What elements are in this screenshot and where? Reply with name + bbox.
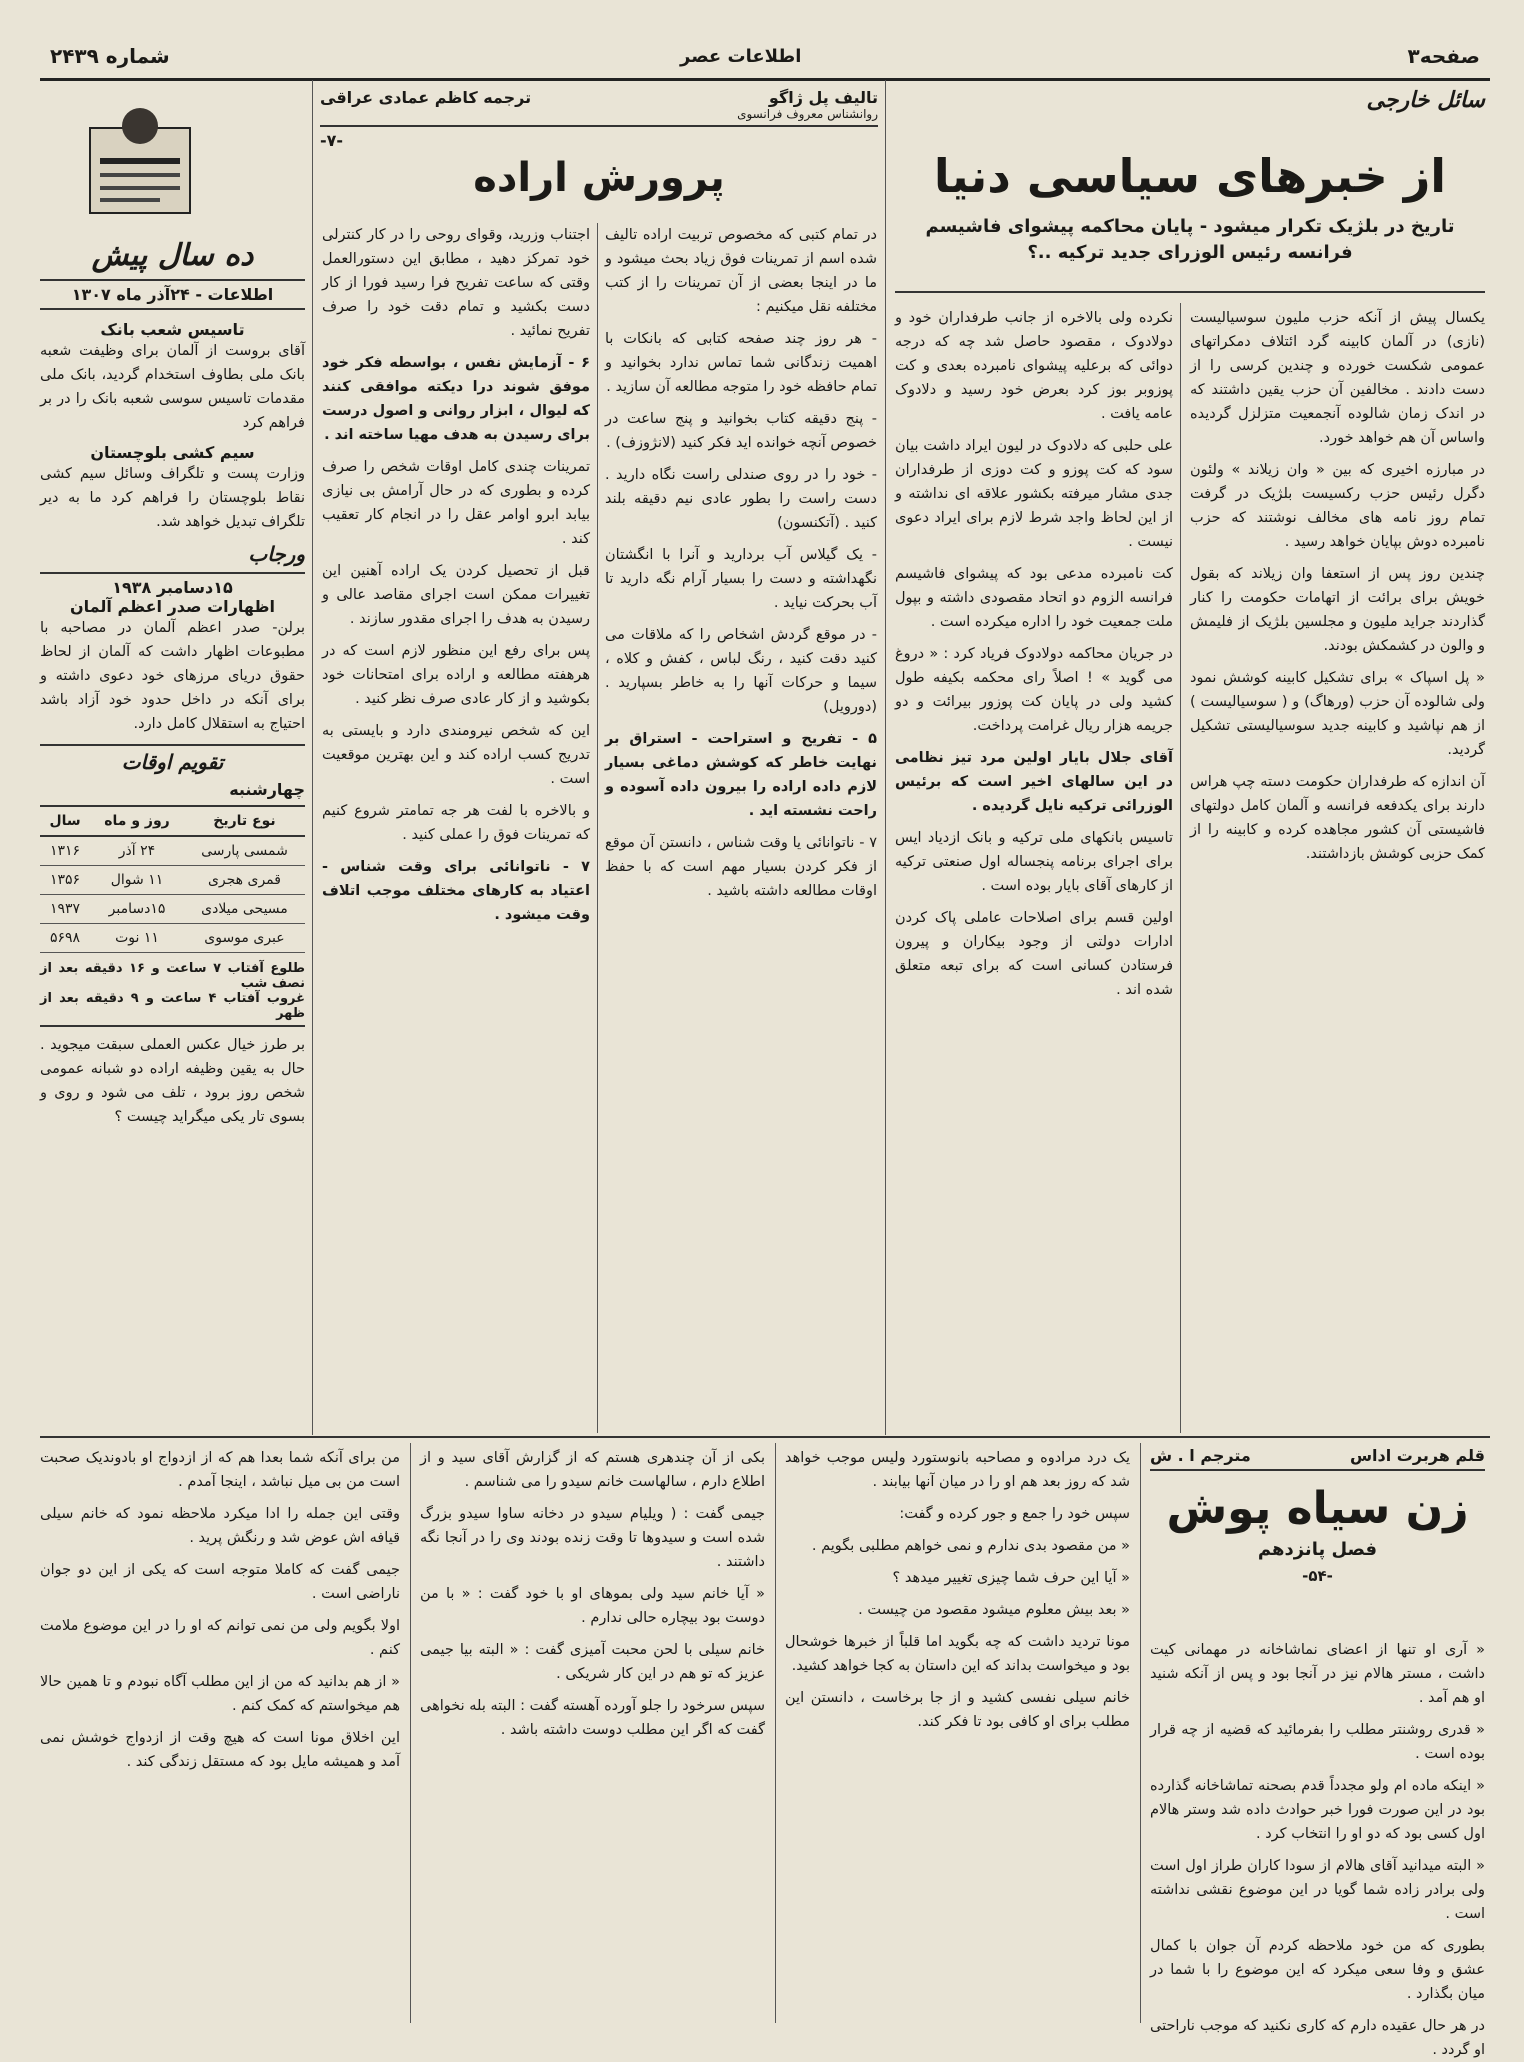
paragraph: برلن- صدر اعظم آلمان در مصاحبه با مطبوعات اظهار داشت که آلمان از لحاظ حقوق دریای مرزهای خود دعوی داشته و برای آنکه در داخل حدود خود آزاد باشد احتیاج به استقلال کامل دارد. bbox=[40, 620, 305, 732]
will-byline bbox=[320, 88, 878, 206]
paragraph: این که شخص نیرومندی دارد و بایستی به تدریج کسب اراده کند و این بهترین موقعیت است . bbox=[322, 723, 590, 787]
table-row bbox=[40, 866, 305, 895]
column-rule bbox=[1180, 303, 1181, 1433]
paragraph: یکسال پیش از آنکه حزب ملیون سوسیالیست (نازی) در آلمان کابینه گرد ائتلاف دمکراتهای عمومی شکست خورده و چندین کرسی را از دست دادند . مخالفین آن حزب یقین داشتند که در اندک زمان شالوده آنجمعیت متزلزل گردیده واساس آن هم خواهد خورد. bbox=[1190, 310, 1485, 446]
section-label: سائل خارجی bbox=[1366, 88, 1485, 113]
foreign-section-label-wrap bbox=[1170, 88, 1485, 113]
page-header bbox=[40, 38, 1490, 81]
newspaper-reader-illustration bbox=[80, 98, 200, 228]
issue-number: شماره ۲۴۳۹ bbox=[50, 44, 170, 68]
paragraph: « آیا خانم سید ولی بموهای او با خود گفت : « با من دوست بود بیچاره حالی ندارم . bbox=[420, 1586, 765, 1626]
table-cell: ۱۵دسامبر bbox=[90, 895, 184, 924]
paragraph: یک درد مرادوه و مصاحبه بانوستورد ولیس موجب خواهد شد که روز بعد هم او را در میان آنها بیابند . bbox=[785, 1450, 1130, 1490]
will-translator: ترجمه کاظم عمادی عراقی bbox=[320, 88, 532, 107]
column-rule bbox=[312, 80, 313, 1435]
paragraph: - خود را در روی صندلی راست نگاه دارید . دست راست را بطور عادی نیم دقیقه بلند کنید . (آتکنسون) bbox=[605, 467, 877, 531]
paragraph: چندین روز پس از استعفا وان زیلاند که بقول خویش برای برائت از اتهامات حکومت را کنار گذاردند جراید ملیون و مجلسین بلژیک از فلیمش و والون در کشمکش بودند. bbox=[1190, 566, 1485, 654]
serial-column-1 bbox=[1150, 1638, 1485, 2058]
paragraph: بر طرز خیال عکس العملی سبقت میجوید . حال به یقین وظیفه اراده دو شبانه عمومی شخص روز برود ، تلف می شود و روی و بسوی تار یکی میگراید چیست ؟ bbox=[40, 1037, 305, 1125]
paragraph: قبل از تحصیل کردن یک اراده آهنین این تغییرات ممکن است اجرای مقاصد عالی و رسیدن به هدف را اجرای مقدور سازند . bbox=[322, 563, 590, 627]
paragraph: خانم سیلی نفسی کشید و از جا برخاست ، دانستن این مطلب برای او کافی بود تا فکر کند. bbox=[785, 1690, 1130, 1730]
table-row bbox=[40, 836, 305, 866]
serial-author: قلم هربرت اداس bbox=[1349, 1446, 1485, 1465]
weekday: چهارشنبه bbox=[229, 780, 305, 799]
paragraph: آقای بروست از آلمان برای وظیفت شعبه بانک ملی بطاوف استخدام گردید، بانک ملی مقدمات تاسیس سوسی شعبه بانک را در بر فراهم کرد bbox=[40, 343, 305, 431]
foreign-headline: از خبرهای سیاسی دنیا bbox=[933, 149, 1447, 203]
calendar-col-header: نوع تاریخ bbox=[184, 806, 305, 836]
paragraph: آن اندازه که طرفداران حکومت دسته چپ هراس دارند برای یکدفعه فرانسه و آلمان کامل دولتهای فاشیستی آن کشور مجاهده کرده و کابینه را از کمک حزبی کوشش بازداشتند. bbox=[1190, 774, 1485, 862]
paragraph: تاسیس بانکهای ملی ترکیه و بانک ازدیاد ایس برای اجرای برنامه پنجساله اول صنعتی ترکیه از کارهای آقای بایار بوده است . bbox=[895, 830, 1173, 894]
paragraph: تمرینات چندی کامل اوقات شخص را صرف کرده و بطوری که در حال آرامش بی نیازی بیابد ابرو اوامر عقل را در انجام کار تعقیب کند . bbox=[322, 459, 590, 547]
paragraph: اجتناب وزرید، وقوای روحی را در کار کنترلی خود تمرکز دهید ، مطابق این دستورالعمل وقتی که ساعت تفریح فرا رسید فورا از کار دست بکشید و تمام دقت خود را صرف تفریح نمائید . bbox=[322, 227, 590, 339]
table-cell: قمری هجری bbox=[184, 866, 305, 895]
calendar-title: تقویم اوقات bbox=[40, 744, 305, 774]
paragraph: ۷ - ناتوانائی یا وقت شناس ، دانستن آن موقع از فکر کردن بسیار مهم است که با حفظ اوقات مطالعه داشته باشید . bbox=[605, 835, 877, 899]
paragraph: در جریان محاکمه دولادوک فریاد کرد : « دروغ می گوید » ! اصلاً رای محکمه بکیفه طول کشید ولی در پایان کت پوزور بیرائت و دو جریمه هزار ریال غرامت پرداخت. bbox=[895, 646, 1173, 734]
paragraph: وقتی این جمله را ادا میکرد ملاحظه نمود که خانم سیلی قیافه اش عوض شد و رنگش پرید . bbox=[40, 1506, 400, 1546]
dateline: ۱۵دسامبر ۱۹۳۸ bbox=[40, 572, 305, 597]
column-rule bbox=[775, 1443, 776, 2023]
column-rule bbox=[885, 80, 886, 1435]
paragraph: و بالاخره با لفت هر جه تمامتر شروع کنیم که تمرینات فوق را عملی کنید . bbox=[322, 803, 590, 843]
paragraph: در هر حال عقیده دارم که کاری نکنید که موجب ناراحتی او گردد . bbox=[1150, 2018, 1485, 2058]
divider bbox=[895, 291, 1485, 293]
paragraph: « پل اسپاک » برای تشکیل کابینه کوشش نمود ولی شالوده آن حزب (ورهاگ) و ( سوسیالیست ) از هم نپاشید و کابینه جدید سوسیالیستی تشکیل گردید. bbox=[1190, 670, 1485, 758]
serial-chapter: فصل پانزدهم bbox=[1257, 1539, 1378, 1560]
serial-column-3 bbox=[420, 1446, 765, 2023]
paragraph: « از هم بدانید که من از این مطلب آگاه نبودم و تا همین حالا هم میخواستم که کمک کنم . bbox=[40, 1674, 400, 1714]
paragraph: « آیا این حرف شما چیزی تغییر میدهد ؟ bbox=[892, 1570, 1130, 1586]
paragraph: « من مقصود بدی ندارم و نمی خواهم مطلبی بگویم . bbox=[811, 1538, 1130, 1554]
paragraph: « آری او تنها از اعضای نماشاخانه در مهمانی کیت داشت ، مستر هالام نیز در آنجا بود و پس از آنکه شنید او هم آمد . bbox=[1150, 1642, 1485, 1706]
foreign-column-2 bbox=[895, 306, 1173, 1406]
serial-headline: زن سیاه پوش bbox=[1166, 1483, 1469, 1534]
paragraph: پس برای رفع این منظور لازم است که در هرهفته مطالعه و اراده برای امتحانات خود بکوشید و از کار عادی صرف نظر کنید . bbox=[322, 643, 590, 707]
paragraph: سپس خود را جمع و جور کرده و گفت: bbox=[899, 1506, 1130, 1522]
paragraph: وزارت پست و تلگراف وسائل سیم کشی نقاط بلوچستان را فراهم کرد ما به دیر تلگراف تبدیل خواهد شد. bbox=[40, 466, 305, 530]
paragraph: « قدری روشنتر مطلب را بفرمائید که قضیه از چه قرار بوده است . bbox=[1150, 1722, 1485, 1762]
table-cell: ۱۳۱۶ bbox=[40, 836, 90, 866]
chancellor-headline: اظهارات صدر اعظم آلمان bbox=[70, 597, 275, 616]
bank-headline: تاسیس شعب بانک bbox=[100, 320, 245, 339]
table-cell: شمسی پارسی bbox=[184, 836, 305, 866]
will-column-1 bbox=[605, 223, 877, 1413]
section-divider bbox=[40, 1436, 1490, 1438]
will-part: -۷- bbox=[320, 131, 344, 150]
will-author-note: روانشناس معروف فرانسوی bbox=[737, 107, 878, 121]
table-cell: ۱۳۵۶ bbox=[40, 866, 90, 895]
paragraph: - هر روز چند صفحه کتابی که بانکات با اهمیت زندگانی شما تماس ندارد بخوانید و تمام حافظه خود را متوجه مطالعه آن سازید . bbox=[605, 331, 877, 395]
calendar-col-header: روز و ماه bbox=[90, 806, 184, 836]
paragraph: علی حلبی که دلادوک در لیون ایراد داشت بیان سود که کت پوزو و کت دوزی از طرفداران جدی مشار میرفته بکشور علاقه ای نداشته و از این لحاظ واجد شرط لازم برای ایراد دعوی نیست . bbox=[895, 438, 1173, 550]
paragraph: جیمی گفت : ( ویلیام سیدو در دخانه ساوا سیدو بزرگ شده است و سیدوها تا وقت زنده بودند وی را در آنجا نگه داشتند . bbox=[420, 1506, 765, 1570]
table-cell: ۵۶۹۸ bbox=[40, 924, 90, 953]
table-cell: ۱۱ نوت bbox=[90, 924, 184, 953]
table-cell: ۱۱ شوال bbox=[90, 866, 184, 895]
paragraph: من برای آنکه شما بعدا هم که از ازدواج او بادوندیک صحبت است من بی میل نباشد ، اینجا آمدم . bbox=[40, 1450, 400, 1490]
paragraph: - پنج دقیقه کتاب بخوانید و پنج ساعت در خصوص آنچه خوانده اید فکر کنید (لانژوزف) . bbox=[605, 411, 877, 451]
paragraph: جیمی گفت که کاملا متوجه است که یکی از این دو جوان ناراضی است . bbox=[40, 1562, 400, 1602]
table-row bbox=[40, 895, 305, 924]
foreign-column-1 bbox=[1190, 306, 1485, 1406]
paragraph: کت نامبرده مدعی بود که پیشوای فاشیسم فرانسه الزوم دو اتحاد مقصودی داشته و بپول ملت جمعیت خود را اداره میکرده است . bbox=[895, 566, 1173, 630]
column-rule bbox=[597, 223, 598, 1433]
foreign-headline-wrap bbox=[895, 148, 1485, 266]
paragraph: بطوری که من خود ملاحظه کردم آن جوان با کمال عشق و وفا سعی میکرد که این موضوع را با شما در میان بگذارد . bbox=[1150, 1938, 1485, 2002]
sunset: غروب آفتاب ۴ ساعت و ۹ دقیقه بعد از ظهر bbox=[40, 991, 305, 1027]
table-cell: مسیحی میلادی bbox=[184, 895, 305, 924]
telegraph-headline: سیم کشی بلوچستان bbox=[90, 443, 255, 462]
serial-column-2 bbox=[785, 1446, 1130, 2023]
foreign-subhead: تاریخ در بلژیک تکرار میشود - پایان محاکمه پیشوای فاشیسم فرانسه رئیس الوزرای جدید ترکیه ..؟ bbox=[925, 216, 1455, 263]
paragraph: مونا تردید داشت که چه بگوید اما قلباً از خبرها خوشحال بود و میخواست بداند که این داستان به کجا خواهد کشید. bbox=[785, 1634, 1130, 1674]
table-cell: ۲۴ آذر bbox=[90, 836, 184, 866]
paragraph: در تمام کتبی که مخصوص تربیت اراده تالیف شده اسم از تمرینات فوق زیاد بحث میشود و ما در اینجا بعضی از آن تمرینات را از کتب مختلفه نقل میکنیم : bbox=[605, 227, 877, 315]
will-headline: پرورش اراده bbox=[473, 155, 725, 201]
serial-column-4 bbox=[40, 1446, 400, 2023]
paragraph: خانم سیلی با لحن محبت آمیزی گفت : « البته بیا جیمی عزیز که تو هم در این کار شریکی . bbox=[420, 1642, 765, 1682]
serial-translator: مترجم ا . ش bbox=[1150, 1446, 1251, 1465]
serial-header bbox=[1150, 1446, 1485, 1589]
subsection-label: ورجاب bbox=[248, 542, 305, 566]
paragraph: بکی از آن چندهری هستم که از گزارش آقای سید و از اطلاع دارم ، سالهاست خانم سیدو را می شناسم . bbox=[420, 1450, 765, 1490]
calendar-table bbox=[40, 805, 305, 953]
column-rule bbox=[410, 1443, 411, 2023]
sidebar-title: ده سال پیش bbox=[91, 238, 254, 273]
paragraph: « اینکه ماده ام ولو مجدداً قدم بصحنه تماشاخانه گذارده بود در این صورت فورا خبر حوادث داده شد وستر هالام اول کسی بود که دو او را انتخاب کرد . bbox=[1150, 1778, 1485, 1842]
table-row bbox=[40, 924, 305, 953]
sidebar bbox=[40, 238, 305, 1433]
paragraph: نکرده ولی بالاخره از جانب طرفداران خود و دولادوک ، مقصود حاصل شد چه که درجه دوائی که برعلیه پیشوای نامبرده بعدی و کت پوزوبر بوز کرد بعرض خود رسید و دلادوک عامه یافت . bbox=[895, 310, 1173, 422]
calendar-col-header: سال bbox=[40, 806, 90, 836]
paragraph: ۶ - آزمایش نفس ، بواسطه فکر خود موفق شوند درا دیکته موافقی کنند که لیوال ، ابزار روانی و اصول درست برای رسیدن به هدف مهیا ساخته اند . bbox=[322, 355, 590, 443]
paragraph: ۷ - ناتوانائی برای وقت شناس - اعتیاد به کارهای مختلف موجب اتلاف وقت میشود . bbox=[322, 859, 590, 923]
newspaper-page bbox=[40, 38, 1490, 2058]
paragraph: « بعد بیش معلوم میشود مقصود من چیست . bbox=[858, 1602, 1130, 1618]
table-cell: عبری موسوی bbox=[184, 924, 305, 953]
paragraph: اولین قسم برای اصلاحات عاملی پاک کردن ادارات دولتی از وجود بیکاران و پیرون فرستادن کسانی است که برای تبعه متعلق شده اند . bbox=[895, 910, 1173, 998]
page-number: صفحه۳ bbox=[1407, 44, 1480, 68]
sunrise: طلوع آفتاب ۷ ساعت و ۱۶ دقیقه بعد از نصف شب bbox=[40, 961, 305, 991]
paragraph: « البته میدانید آقای هالام از سودا کاران طراز اول است ولی برادر زاده شما گویا در این موضوع نقشی نداشته است . bbox=[1150, 1858, 1485, 1922]
paragraph: در مبارزه اخیری که بین « وان زیلاند » ولئون دگرل رئیس حزب رکسیست بلژیک در گرفت تمام روز نامه های مخالف نوشتند که حزب نامبرده دوش بپایان خواهد رسید . bbox=[1190, 462, 1485, 550]
paragraph: سپس سرخود را جلو آورده آهسته گفت : البته بله نخواهی گفت که اگر این مطلب دوست داشته باشد . bbox=[420, 1698, 765, 1738]
sidebar-date: اطلاعات - ۲۴آذر ماه ۱۳۰۷ bbox=[40, 279, 305, 310]
will-author: تالیف پل ژاگو bbox=[768, 88, 878, 107]
paragraph: - در موقع گردش اشخاص را که ملاقات می کنید دقت کنید ، رنگ لباس ، کفش و کلاه ، سیما و حرکات آنها را به خاطر بسپارید . (دورویل) bbox=[605, 627, 877, 715]
paragraph: ۵ - تفریح و استراحت - استراق بر نهایت خاطر که کوشش دماغی بسیار لازم داده اراده را بیرون داده آسوده و راحت نشسته اید . bbox=[605, 731, 877, 819]
paragraph: این اخلاق مونا است که هیچ وقت از ازدواج خوشش نمی آمد و همیشه مایل بود که مستقل زندگی کند . bbox=[40, 1730, 400, 1770]
will-column-2 bbox=[322, 223, 590, 1413]
paper-name: اطلاعات عصر bbox=[680, 46, 802, 67]
paragraph: آقای جلال بایار اولین مرد تیز نظامی در این سالهای اخیر است که برئیس الوزرائی ترکیه نایل گردیده . bbox=[895, 750, 1173, 814]
paragraph: اولا بگویم ولی من نمی توانم که او را در این موضوع ملامت کنم . bbox=[40, 1618, 400, 1658]
serial-part: -۵۴- bbox=[1302, 1567, 1333, 1585]
paragraph: - یک گیلاس آب بردارید و آنرا با انگشتان نگهداشته و دست را بسیار آرام نگه دارید تا آب بحرکت نیاید . bbox=[605, 547, 877, 611]
column-rule bbox=[1140, 1443, 1141, 2023]
table-cell: ۱۹۳۷ bbox=[40, 895, 90, 924]
